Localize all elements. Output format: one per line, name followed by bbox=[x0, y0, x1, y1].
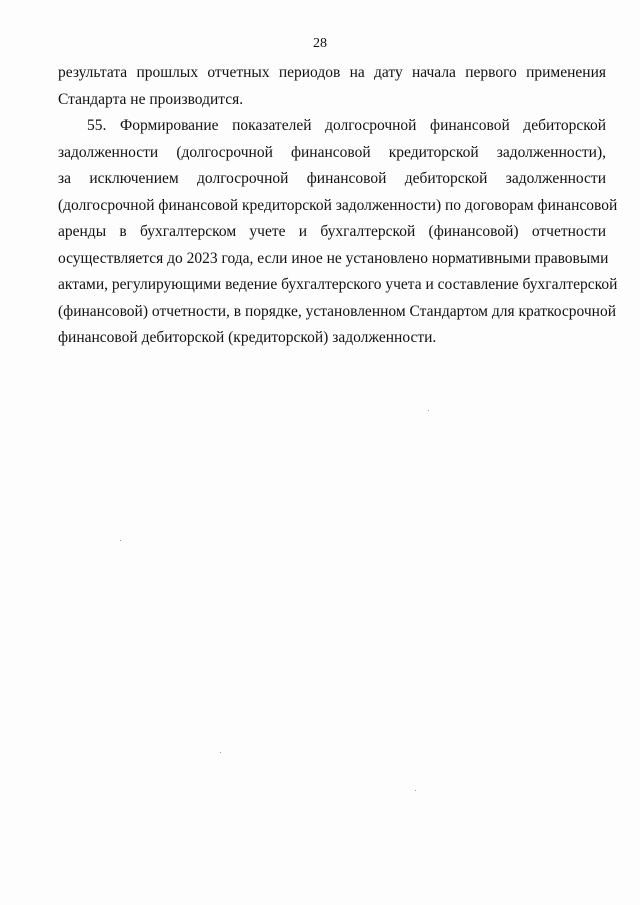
paragraph-55-line: задолженности (долгосрочной финансовой кредиторской задолженности), bbox=[58, 143, 606, 161]
paragraph-55-line: финансовой дебиторской (кредиторской) задолженности. bbox=[58, 329, 437, 346]
page-number: 28 bbox=[313, 36, 327, 51]
intro-paragraph bbox=[58, 60, 606, 113]
paragraph-55-line: аренды в бухгалтерском учете и бухгалтерской (финансовой) отчетности bbox=[58, 223, 606, 240]
intro-line: Стандарта не производится. bbox=[58, 90, 244, 108]
scan-speck bbox=[120, 540, 121, 541]
scan-speck bbox=[428, 410, 429, 411]
paragraph-55-line: осуществляется до 2023 года, если иное не установлено нормативными правовыми bbox=[58, 249, 609, 267]
paragraph-55-line: (финансовой) отчетности, в порядке, установленном Стандартом для краткосрочной bbox=[58, 302, 616, 320]
intro-line: результата прошлых отчетных периодов на дату начала первого применения bbox=[58, 64, 606, 81]
paragraph-55-line: (долгосрочной финансовой кредиторской задолженности) по договорам финансовой bbox=[58, 196, 618, 214]
paragraph-55-line: 55. Формирование показателей долгосрочной финансовой дебиторской bbox=[87, 117, 606, 134]
paragraph-55 bbox=[58, 113, 618, 352]
paragraph-55-line: актами, регулирующими ведение бухгалтерского учета и составление бухгалтерской bbox=[58, 276, 618, 293]
scan-speck bbox=[220, 752, 221, 753]
scan-speck bbox=[415, 790, 416, 791]
paragraph-55-line: за исключением долгосрочной финансовой дебиторской задолженности bbox=[58, 170, 606, 187]
